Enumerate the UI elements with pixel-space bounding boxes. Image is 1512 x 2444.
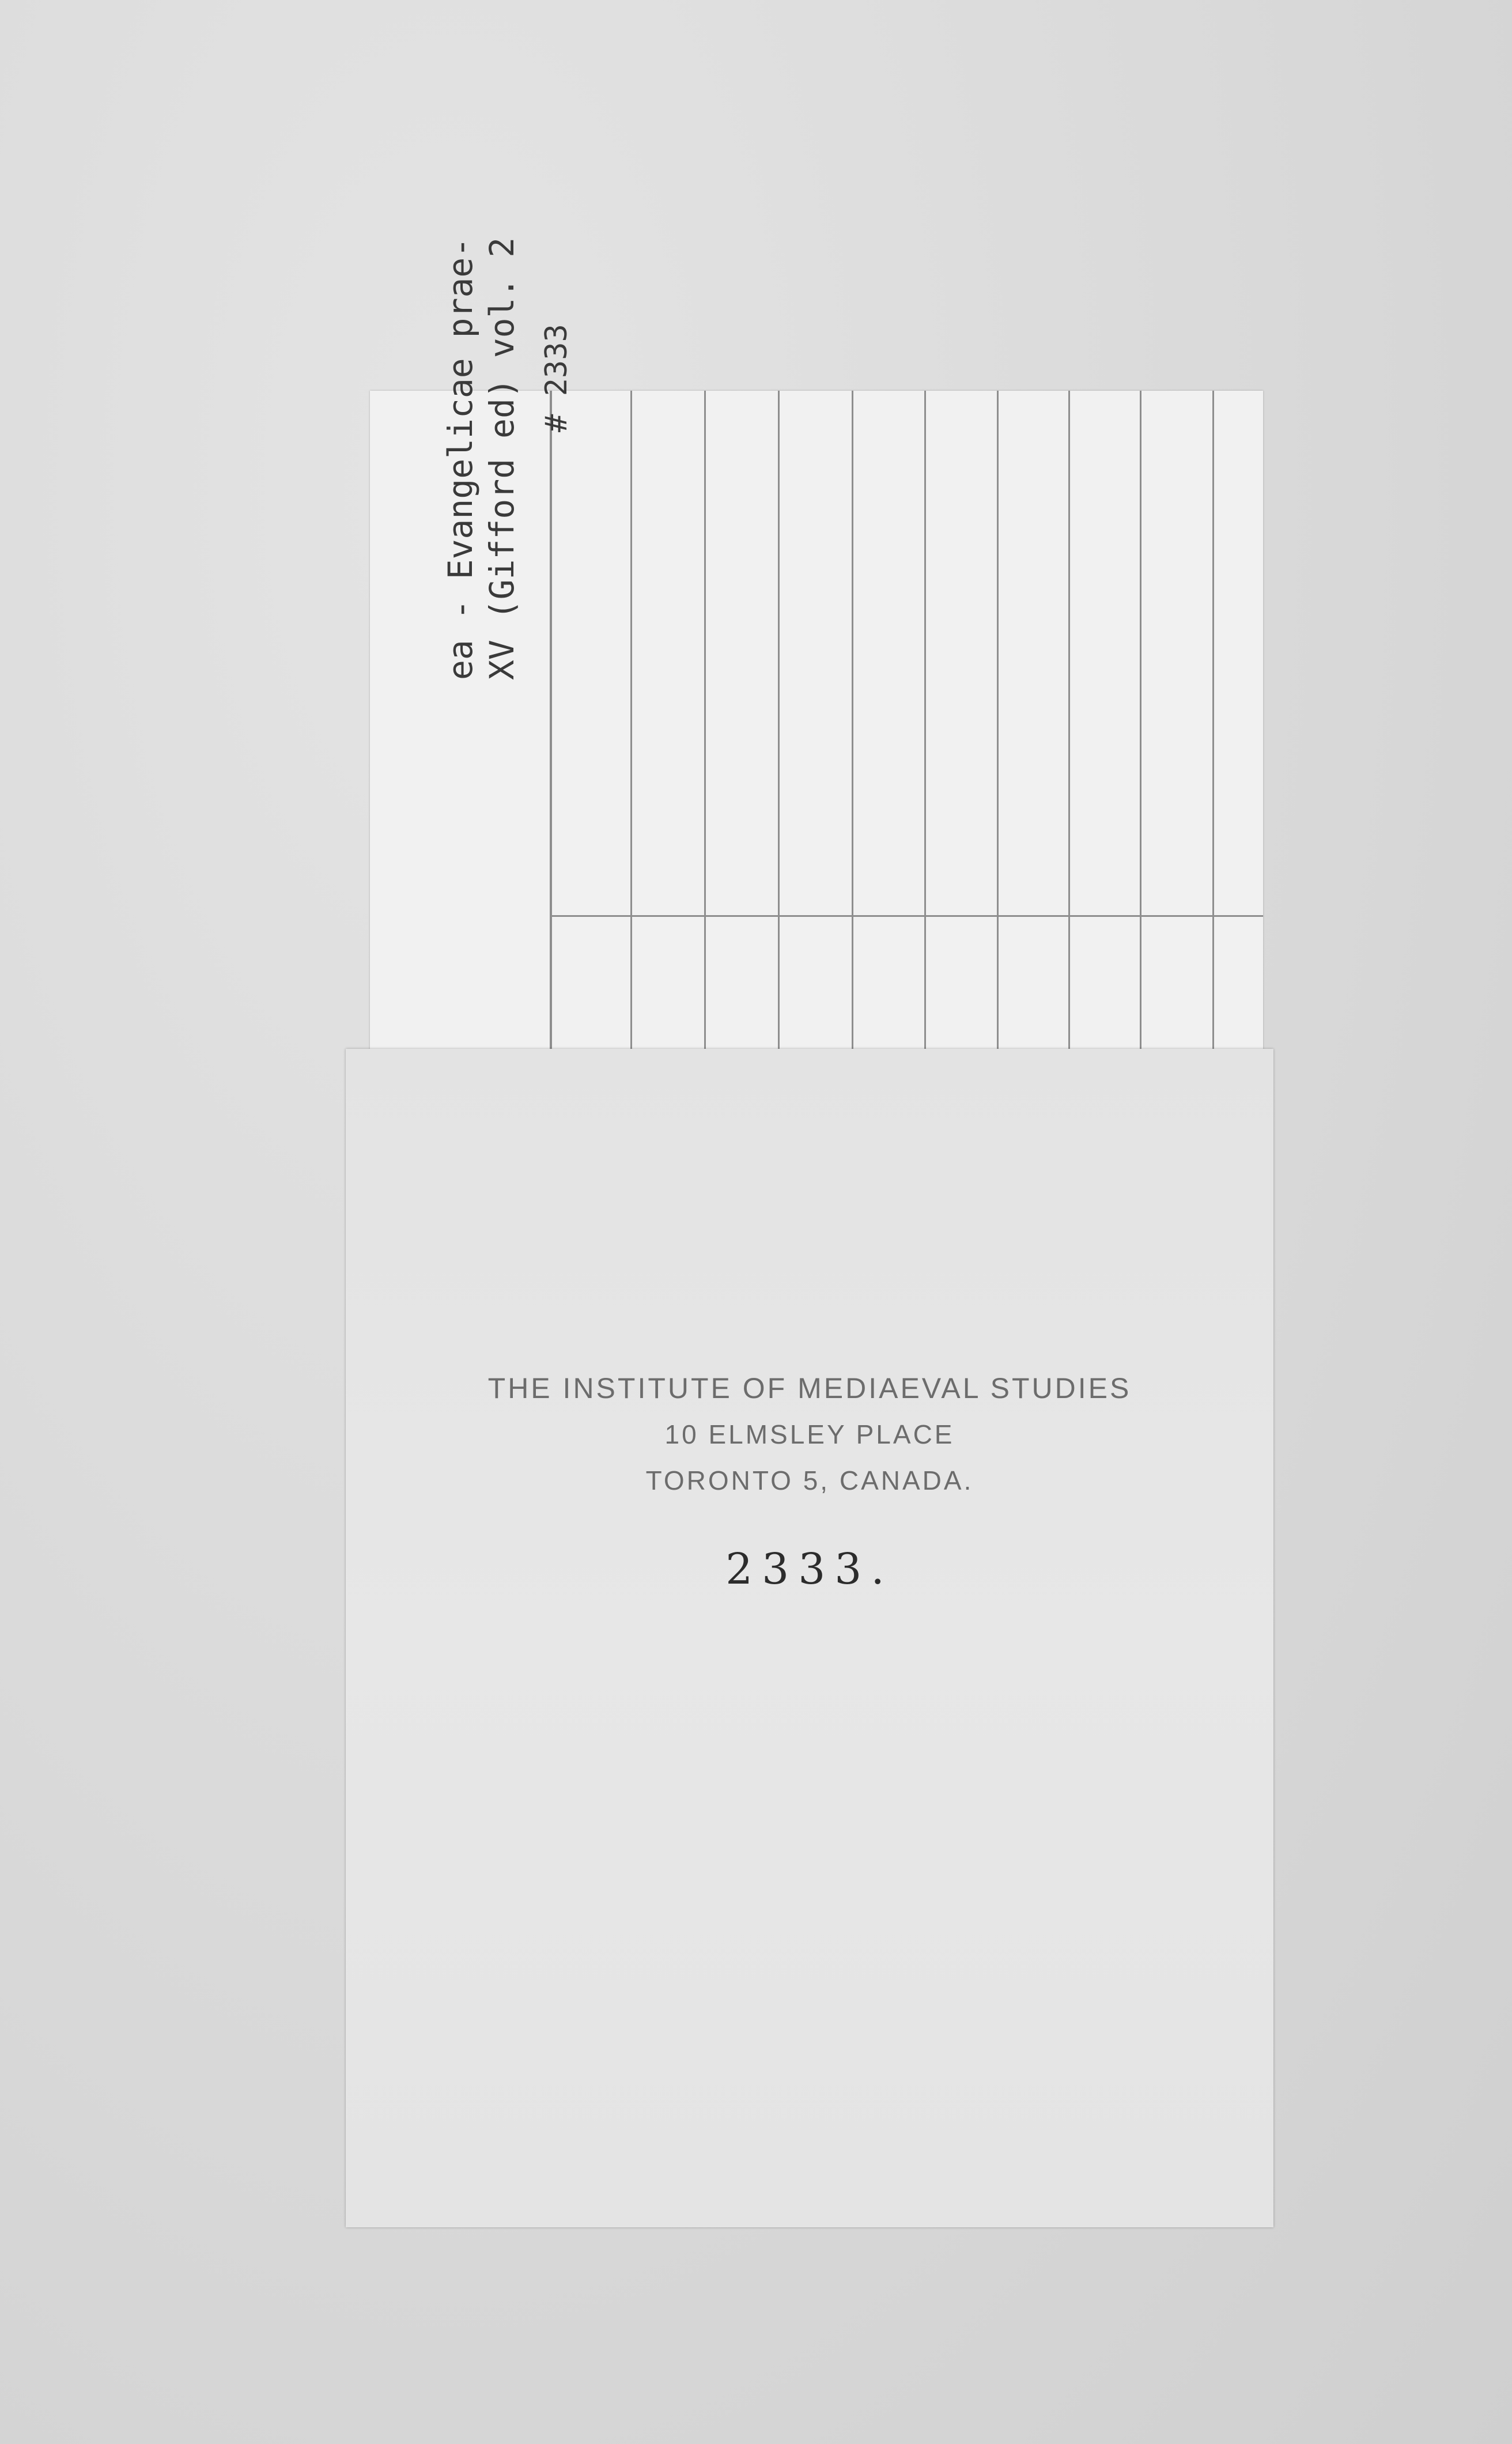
card-rule-vertical [778,391,780,1071]
handwritten-number: 2333. [725,1544,894,1594]
card-rule-vertical [630,391,632,1071]
card-rule-vertical [704,391,706,1071]
envelope [346,1049,1273,2227]
card-rule-vertical [1212,391,1214,1071]
institution-stamp-city: TORONTO 5, CANADA. [645,1465,974,1495]
card-text-line-1: ea - Evangelicae prae- [441,237,480,680]
card-rule-vertical [997,391,999,1071]
card-rule-vertical [1140,391,1141,1071]
card-rule-vertical [1068,391,1070,1071]
card-rule-vertical [852,391,853,1071]
card-rule-vertical [924,391,926,1071]
card-call-number: # 2333 [539,324,574,432]
institution-stamp-name: THE INSTITUTE OF MEDIAEVAL STUDIES [487,1372,1132,1404]
card-rule-vertical [550,391,552,1071]
card-rule-horizontal [550,915,1263,917]
institution-stamp-address: 10 ELMSLEY PLACE [664,1419,955,1449]
card-text-line-2: XV (Gifford ed) vol. 2 [482,237,521,680]
